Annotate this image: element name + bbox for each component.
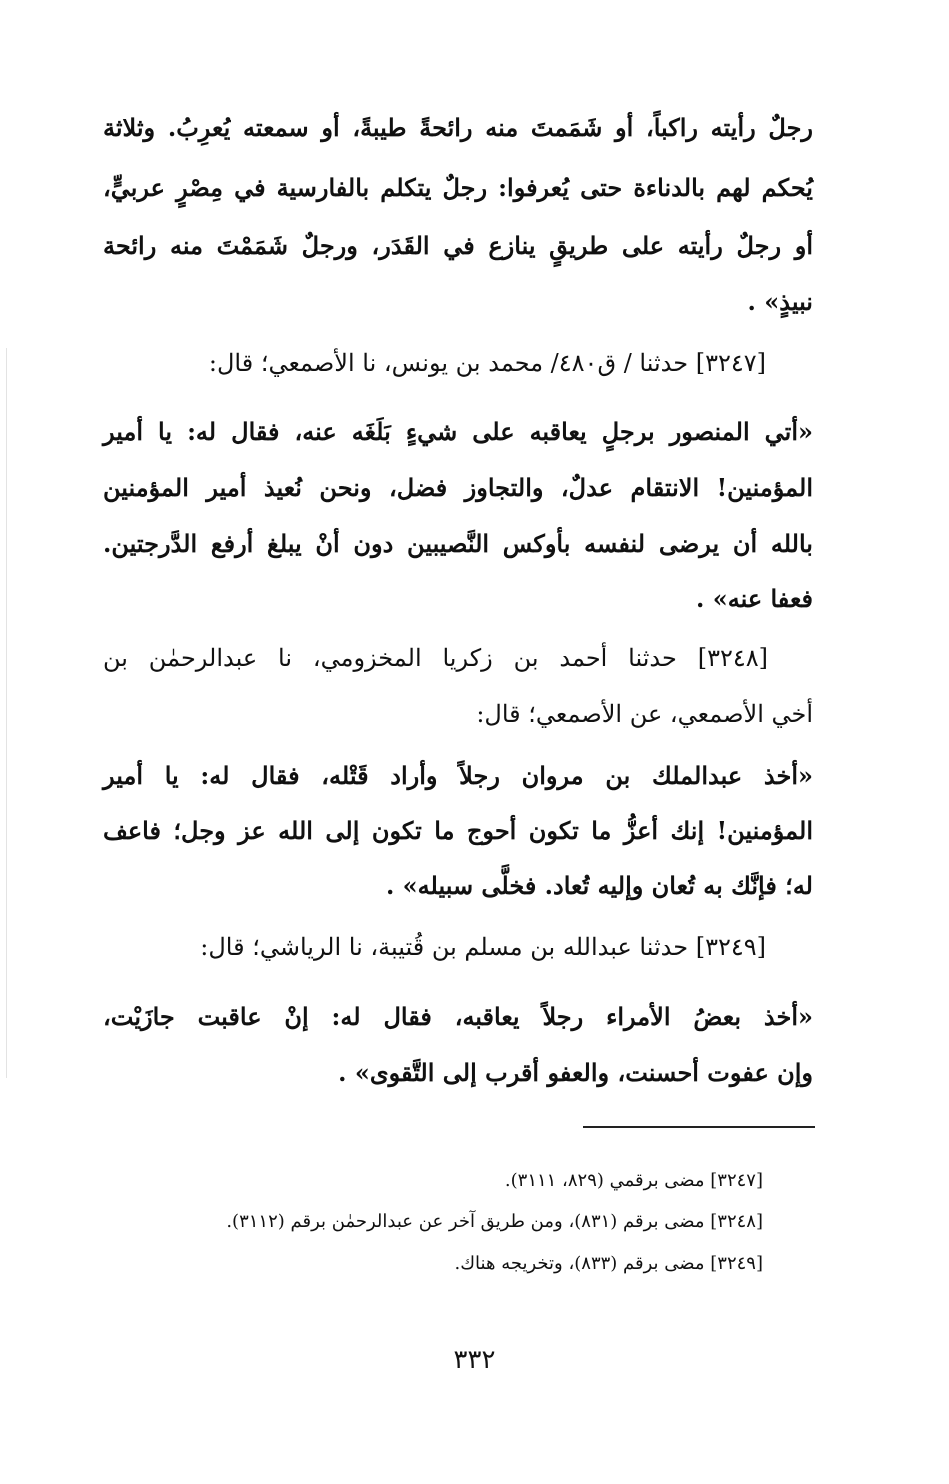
footnote: [٣٢٤٧] مضى برقمي (٨٢٩، ٣١١١). xyxy=(504,1170,763,1191)
isnad-line: أخي الأصمعي، عن الأصمعي؛ قال: xyxy=(476,700,813,728)
text-line: «أتي المنصور برجلٍ يعاقبه على شيءٍ بَلَغَه عنه، فقال له: يا أمير xyxy=(103,417,814,446)
scan-edge-line xyxy=(6,348,7,1078)
isnad-line: [٣٢٤٨] حدثنا أحمد بن زكريا المخزومي، نا عبدالرحمٰن بن xyxy=(103,644,768,672)
text-line: نبيذٍ» . xyxy=(747,287,813,316)
isnad-line: [٣٢٤٧] حدثنا / ق٤٨٠/ محمد بن يونس، نا الأصمعي؛ قال: xyxy=(208,349,766,377)
text-line: فعفا عنه» . xyxy=(696,584,813,613)
text-line: يُحكم لهم بالدناءة حتى يُعرفوا: رجلٌ يتكلم بالفارسية في مِصْرٍ عربيٍّ، xyxy=(103,173,813,202)
text-line: «أخذ بعضُ الأمراء رجلاً يعاقبه، فقال له: إنْ عاقبت جازَيْت، xyxy=(103,1002,813,1031)
text-line: المؤمنين! الانتقام عدلٌ، والتجاوز فضل، ونحن نُعيذ أمير المؤمنين xyxy=(103,473,813,502)
page-number: ٣٣٢ xyxy=(453,1345,496,1375)
text-line: المؤمنين! إنك أعزُّ ما تكون أحوج ما تكون إلى الله عز وجل؛ فاعف xyxy=(103,816,813,845)
isnad-line: [٣٢٤٩] حدثنا عبدالله بن مسلم بن قُتيبة، نا الرياشي؛ قال: xyxy=(200,933,766,961)
text-line: «أخذ عبدالملك بن مروان رجلاً وأراد قَتْله، فقال له: يا أمير xyxy=(103,761,813,790)
footnote: [٣٢٤٩] مضى برقم (٨٣٣)، وتخريجه هناك. xyxy=(454,1253,763,1274)
footnote: [٣٢٤٨] مضى برقم (٨٣١)، ومن طريق آخر عن عبدالرحمٰن برقم (٣١١٢). xyxy=(226,1211,763,1232)
footnote-separator xyxy=(583,1126,815,1128)
text-line: رجلٌ رأيته راكباً، أو شَمَمتَ منه رائحةً طيبةً، أو سمعته يُعرِبُ. وثلاثة xyxy=(103,113,813,142)
text-line: أو رجلٌ رأيته على طريقٍ ينازع في القَدَر، ورجلٌ شَمَمْتَ منه رائحة xyxy=(103,231,813,260)
text-line: وإن عفوت أحسنت، والعفو أقرب إلى التَّقوى» . xyxy=(338,1058,813,1087)
text-line: له؛ فإنَّك به تُعان وإليه تُعاد. فخلَّى سبيله» . xyxy=(385,871,813,900)
text-line: بالله أن يرضى لنفسه بأوكس النَّصيبين دون أنْ يبلغ أرفع الدَّرجتين. xyxy=(103,529,813,558)
